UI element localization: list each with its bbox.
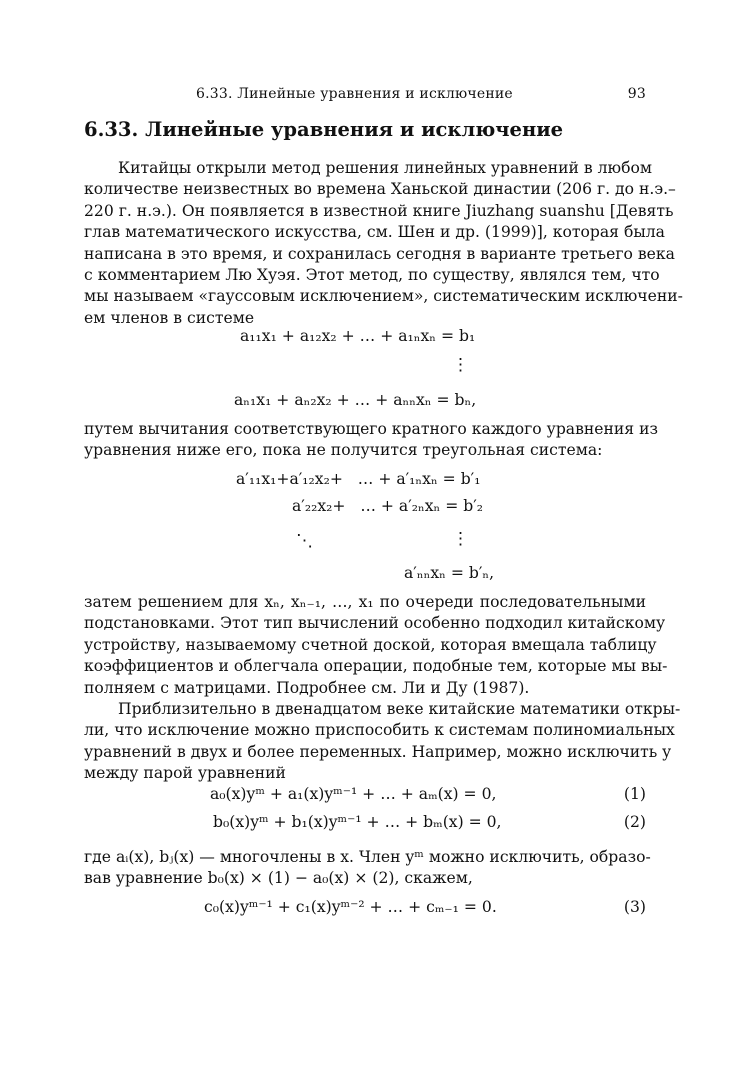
text-line: количестве неизвестных во времена Ханьской династии (206 г. до н.э.– xyxy=(84,180,676,199)
paragraph-3 xyxy=(84,592,668,699)
text-line: с комментарием Лю Хуэя. Этот метод, по существу, являлся тем, что xyxy=(84,266,660,285)
text-line: глав математического искусства, см. Шен и др. (1999)], которая была xyxy=(84,223,665,242)
paragraph-1 xyxy=(84,158,683,329)
text-line: путем вычитания соответствующего кратного каждого уравнения из xyxy=(84,420,658,438)
system2-row1: a′₁₁x₁+a′₁₂x₂+ … + a′₁ₙxₙ = b′₁ xyxy=(236,470,481,488)
section-title: 6.33. Линейные уравнения и исключение xyxy=(84,118,564,141)
paragraph-2 xyxy=(84,419,658,462)
text-line: коэффициентов и облегчала операции, подобные тем, которые мы вы- xyxy=(84,657,668,676)
system2-row-n: a′ₙₙxₙ = b′ₙ, xyxy=(404,564,495,582)
text-line: подстановками. Этот тип вычислений особенно подходил китайскому xyxy=(84,614,666,633)
text-line: полняем с матрицами. Подробнее см. Ли и Ду (1987). xyxy=(84,678,530,697)
text-line: уравнений в двух и более переменных. Например, можно исключить y xyxy=(84,742,672,761)
running-title: 6.33. Линейные уравнения и исключение xyxy=(196,86,513,102)
running-header xyxy=(196,86,646,102)
equation-1: a₀(x)yᵐ + a₁(x)yᵐ⁻¹ + … + aₘ(x) = 0, xyxy=(210,785,497,803)
equation-1-number: (1) xyxy=(623,785,646,803)
system2-vdots: ⋮ xyxy=(452,529,469,549)
text-line: уравнения ниже его, пока не получится треугольная система: xyxy=(84,441,603,460)
equation-2-number: (2) xyxy=(623,813,646,831)
text-line: Приблизительно в двенадцатом веке китайские математики откры- xyxy=(118,700,681,718)
paragraph-4 xyxy=(84,699,681,785)
text-line: вав уравнение b₀(x) × (1) − a₀(x) × (2), скажем, xyxy=(84,869,473,888)
text-line: между парой уравнений xyxy=(84,764,286,783)
text-line: ем членов в системе xyxy=(84,308,255,327)
system2-row2: a′₂₂x₂+ … + a′₂ₙxₙ = b′₂ xyxy=(292,497,484,515)
system1-row-n: aₙ₁x₁ + aₙ₂x₂ + … + aₙₙxₙ = bₙ, xyxy=(234,391,477,409)
paragraph-5 xyxy=(84,847,651,890)
text-line: ли, что исключение можно приспособить к системам полиномиальных xyxy=(84,721,675,740)
equation-3-number: (3) xyxy=(623,898,646,916)
text-line: написана в это время, и сохранилась сегодня в варианте третьего века xyxy=(84,244,675,263)
text-line: Китайцы открыли метод решения линейных уравнений в любом xyxy=(118,159,653,177)
text-line: устройству, называемому счетной доской, которая вмещала таблицу xyxy=(84,635,657,654)
equation-3: c₀(x)yᵐ⁻¹ + c₁(x)yᵐ⁻² + … + cₘ₋₁ = 0. xyxy=(204,898,497,916)
system2-ddots: ⋱ xyxy=(296,531,313,551)
system1-vdots: ⋮ xyxy=(452,355,469,375)
text-line: затем решением для xₙ, xₙ₋₁, …, x₁ по очереди последовательными xyxy=(84,593,646,611)
page-number: 93 xyxy=(627,86,646,102)
text-line: где aᵢ(x), bⱼ(x) — многочлены в x. Член yᵐ можно исключить, образо- xyxy=(84,848,651,866)
text-line: 220 г. н.э.). Он появляется в известной книге Jiuzhang suanshu [Девять xyxy=(84,201,674,220)
text-line: мы называем «гауссовым исключением», систематическим исключени- xyxy=(84,287,683,306)
equation-2: b₀(x)yᵐ + b₁(x)yᵐ⁻¹ + … + bₘ(x) = 0, xyxy=(213,813,502,831)
system1-row1: a₁₁x₁ + a₁₂x₂ + … + a₁ₙxₙ = b₁ xyxy=(240,327,476,345)
